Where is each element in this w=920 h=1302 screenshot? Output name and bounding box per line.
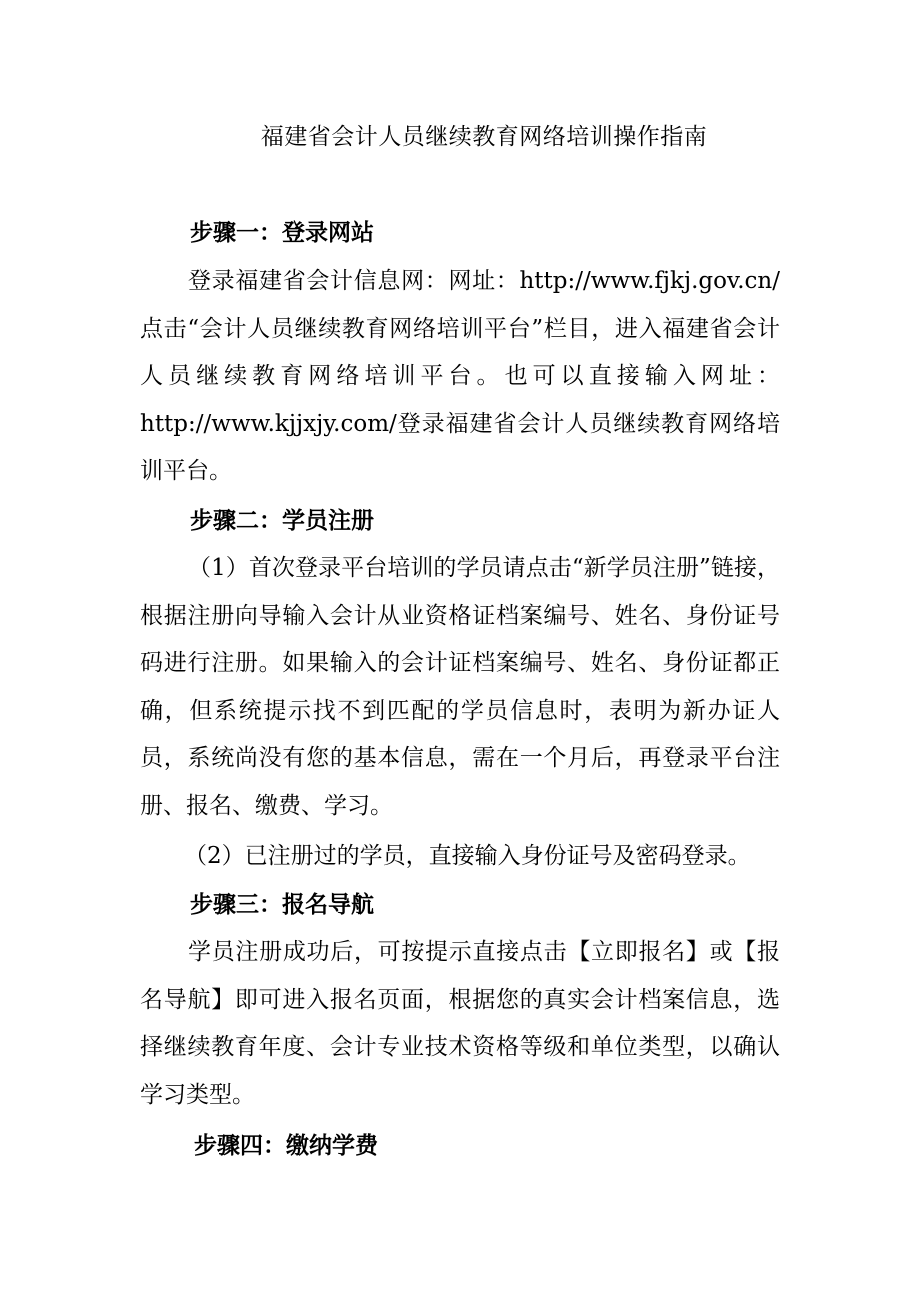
section-paragraph-step-2-first-login: （1）首次登录平台培训的学员请点击“新学员注册”链接，根据注册向导输入会计从业资格证档案编号、姓名、身份证号码进行注册。如果输入的会计证档案编号、姓名、身份证都正确，但系统提示找不到匹配的学员信息时，表明为新办证人员，系统尚没有您的基本信息，需在一个月后，再登录平台注册、报名、缴费、学习。 — [140, 555, 780, 819]
section-heading-step-3: 步骤三：报名导航 — [190, 891, 374, 918]
section-heading-step-2: 步骤二：学员注册 — [190, 507, 374, 534]
section-heading-step-1: 步骤一：登录网站 — [190, 219, 374, 246]
section-paragraph-step-3: 学员注册成功后，可按提示直接点击【立即报名】或【报名导航】即可进入报名页面，根据您的真实会计档案信息，选择继续教育年度、会计专业技术资格等级和单位类型，以确认学习类型。 — [140, 939, 780, 1108]
document-title: 福建省会计人员继续教育网络培训操作指南 — [260, 124, 708, 150]
section-heading-step-4: 步骤四：缴纳学费 — [194, 1132, 378, 1159]
section-paragraph-step-2-registered: （2）已注册过的学员，直接输入身份证号及密码登录。 — [184, 843, 751, 869]
section-paragraph-step-1: 登录福建省会计信息网：网址：http://www.fjkj.gov.cn/点击“会计人员继续教育网络培训平台”栏目，进入福建省会计人员继续教育网络培训平台。也可以直接输入网址：http://www.kjjxjy.com/登录福建省会计人员继续教育网络培训平台。 — [140, 268, 780, 484]
